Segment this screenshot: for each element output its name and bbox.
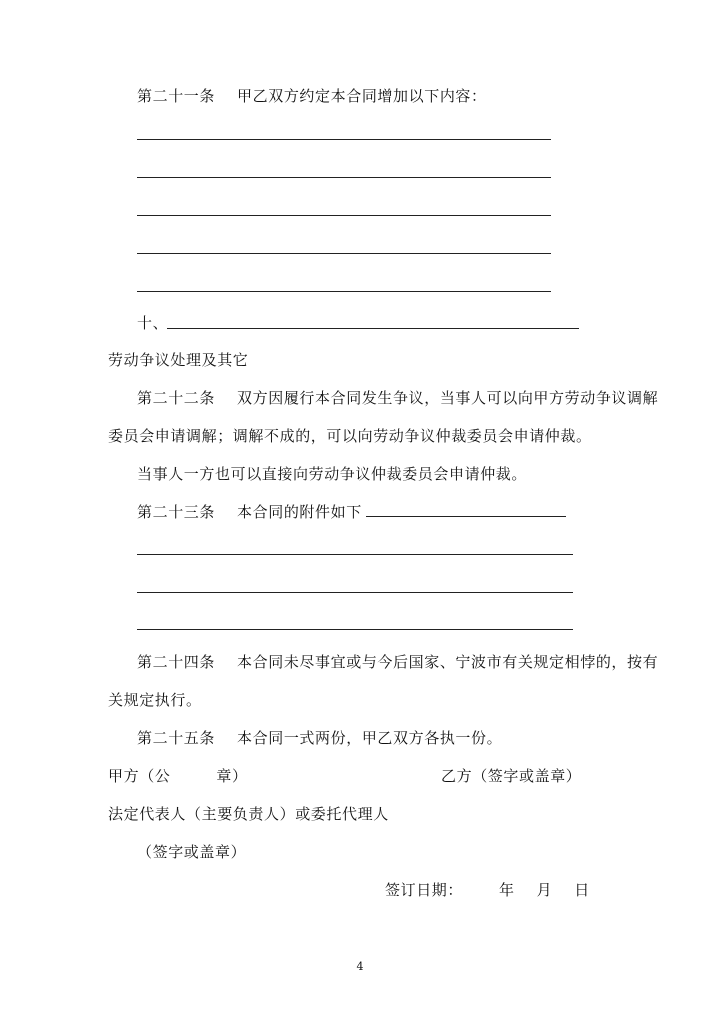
- party-a-prefix: 甲方（公: [108, 767, 171, 785]
- item-ten-blank: [167, 328, 579, 329]
- section-heading: 劳动争议处理及其它: [108, 351, 249, 369]
- sign-or-seal: （签字或盖章）: [137, 843, 247, 861]
- blank-line-1: [137, 139, 551, 140]
- article-23-number: 第二十三条: [137, 503, 216, 521]
- signing-date: [385, 880, 590, 900]
- date-label: 签订日期：: [385, 881, 464, 899]
- date-day: 日: [574, 881, 590, 899]
- article-21-text: 甲乙双方约定本合同增加以下内容：: [237, 87, 487, 105]
- blank-line-5: [137, 291, 551, 292]
- party-a-suffix: 章）: [216, 767, 248, 785]
- article-24-line-2: 关规定执行。: [108, 691, 202, 709]
- article-23: [137, 502, 566, 522]
- attachment-line-1: [137, 554, 573, 555]
- legal-representative: 法定代表人（主要负责人）或委托代理人: [108, 805, 389, 823]
- article-24-line-1: [137, 652, 658, 672]
- article-22-line-3: 当事人一方也可以直接向劳动争议仲裁委员会申请仲裁。: [137, 465, 528, 483]
- page-number: 4: [356, 960, 364, 973]
- blank-line-3: [137, 215, 551, 216]
- date-year: 年: [499, 881, 515, 899]
- article-24-text-1: 本合同未尽事宜或与今后国家、宁波市有关规定相悖的，按有: [237, 653, 659, 671]
- article-22-text-1: 双方因履行本合同发生争议，当事人可以向甲方劳动争议调解: [237, 389, 659, 407]
- blank-line-2: [137, 177, 551, 178]
- article-25: [137, 728, 502, 748]
- article-25-text: 本合同一式两份，甲乙双方各执一份。: [237, 729, 503, 747]
- item-ten: [137, 313, 168, 333]
- date-month: 月: [536, 881, 553, 899]
- article-21-number: 第二十一条: [137, 87, 216, 105]
- blank-line-4: [137, 253, 551, 254]
- article-24-number: 第二十四条: [137, 653, 216, 671]
- party-b-signature: 乙方（签字或盖章）: [441, 767, 582, 785]
- attachment-inline-blank: [366, 502, 566, 517]
- attachment-line-2: [137, 592, 573, 593]
- item-ten-label: 十、: [137, 314, 169, 332]
- article-25-number: 第二十五条: [137, 729, 216, 747]
- party-a-seal: [108, 766, 248, 786]
- article-23-text: 本合同的附件如下: [237, 503, 362, 521]
- article-21: [137, 86, 487, 106]
- article-22-number: 第二十二条: [137, 389, 216, 407]
- article-22-line-1: [137, 388, 658, 408]
- attachment-line-3: [137, 629, 573, 630]
- article-22-line-2: 委员会申请调解；调解不成的，可以向劳动争议仲裁委员会申请仲裁。: [108, 427, 592, 445]
